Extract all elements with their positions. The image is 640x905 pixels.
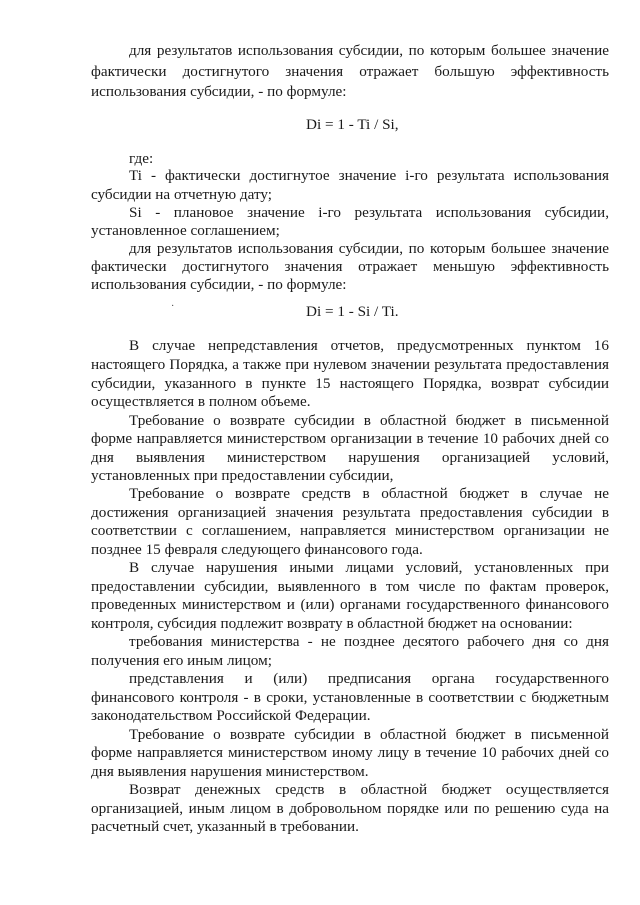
text-line: организацией, иным лицом в добровольном порядке или по решению суда на	[91, 800, 609, 817]
text-line: В случае нарушения иными лицами условий, установленных при	[129, 559, 609, 576]
text-line: фактически достигнутого значения отражает меньшую эффективность	[91, 258, 609, 275]
text-line: форме направляется министерством организации в течение 10 рабочих дней со	[91, 430, 609, 447]
text-line: Требование о возврате средств в областной бюджет в случае не	[129, 485, 609, 502]
text-line: использования субсидии, - по формуле:	[91, 276, 347, 293]
text-line: расчетный счет, указанный в требовании.	[91, 818, 359, 835]
text-line: использования субсидии, - по формуле:	[91, 83, 347, 100]
text-line: Возврат денежных средств в областной бюджет осуществляется	[129, 781, 609, 798]
text-line: субсидии на отчетную дату;	[91, 186, 273, 203]
text-line: представления и (или) предписания органа государственного	[129, 670, 609, 687]
text-line: позднее 15 февраля следующего финансового года.	[91, 541, 423, 558]
text-line: установленное соглашением;	[91, 222, 280, 239]
text-line: Требование о возврате субсидии в областной бюджет в письменной	[129, 412, 609, 429]
text-line: фактически достигнутого значения отражает большую эффективность	[91, 63, 609, 80]
text-line: установленных при предоставлении субсидии,	[91, 467, 394, 484]
text-line: контроля, субсидия подлежит возврату в областной бюджет на основании:	[91, 615, 573, 632]
formula: Di = 1 - Ti / Si,	[306, 116, 399, 133]
text-line: субсидии, указанного в пункте 15 настоящего Порядка, возврат субсидии	[91, 375, 609, 392]
text-line: настоящего Порядка, а также при нулевом значении результата предоставления	[91, 356, 609, 373]
text-line: для результатов использования субсидии, по которым большее значение	[129, 42, 609, 59]
text-line: достижения организацией значения результата предоставления субсидии в	[91, 504, 609, 521]
text-line: дня выявления министерством нарушения организацией условий,	[91, 449, 609, 466]
text-line: проведенных министерством и (или) органами государственного финансового	[91, 596, 609, 613]
text-line: дня выявления нарушения министерством.	[91, 763, 369, 780]
text-line: предоставлении субсидии, выявленного в том числе по фактам проверок,	[91, 578, 609, 595]
text-line: Требование о возврате субсидии в областной бюджет в письменной	[129, 726, 609, 743]
text-line: осуществляется в полном объеме.	[91, 393, 311, 410]
text-line: Si - плановое значение i-го результата использования субсидии,	[129, 204, 609, 221]
scan-dot: ·	[171, 301, 175, 312]
text-line: финансового контроля - в сроки, установленные в соответствии с бюджетным	[91, 689, 609, 706]
text-line: где:	[129, 150, 154, 167]
text-line: для результатов использования субсидии, по которым большее значение	[129, 240, 609, 257]
text-line: соответствии с соглашением, направляется министерством организации не	[91, 522, 609, 539]
text-line: законодательством Российской Федерации.	[91, 707, 371, 724]
text-line: Ti - фактически достигнутое значение i-го результата использования	[129, 167, 609, 184]
text-line: получения его иным лицом;	[91, 652, 272, 669]
text-line: В случае непредставления отчетов, предусмотренных пунктом 16	[129, 337, 609, 354]
text-line: форме направляется министерством иному лицу в течение 10 рабочих дней со	[91, 744, 609, 761]
formula: Di = 1 - Si / Ti.	[306, 303, 399, 320]
text-line: требования министерства - не позднее десятого рабочего дня со дня	[129, 633, 609, 650]
